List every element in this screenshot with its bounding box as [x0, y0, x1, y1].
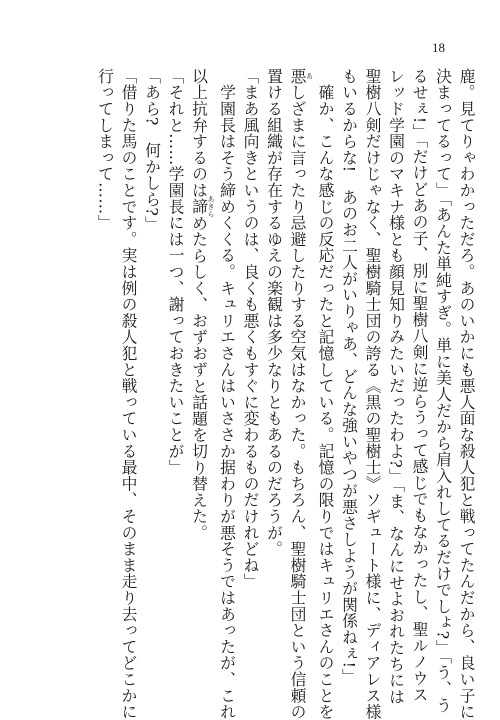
page-number: 18	[432, 40, 445, 55]
text-line: 置ける組織が存在するゆえの楽観は多少なりともあるのだろうが。	[264, 68, 284, 557]
body-text	[93, 68, 478, 720]
ruby-annotation: 諦あきら	[189, 195, 215, 218]
ruby-annotation: 悪あ	[288, 68, 314, 85]
text-line-with-ruby: 以上抗弁するのは諦あきらめたらしく、おずおずと話題を切り替えた。	[189, 68, 215, 541]
text-line-with-ruby	[286, 68, 314, 720]
text-line: もいるからな! あのお二人がいりゃあ、どんな強いやつが悪さしようが関係ねぇ!」	[339, 68, 359, 685]
text-line: 鹿。見てりゃわかっただろ。あのいかにも悪人面な殺人犯と戦ってたんだから、良い子に	[457, 68, 476, 720]
text-line: レッド学園のマキナ様とも顔見知りみたいだったわよ?」「ま、なんにせよおれたちには	[386, 68, 406, 705]
text-line: 「借りた馬のことです。実は例の殺人犯と戦っている最中、そのまま走り去ってどこかに	[119, 68, 138, 720]
text-line: 決まってるって」「あんた単純すぎ。単に美人だから肩入れしてるだけでしょ?」「う、う	[433, 68, 453, 714]
text-line-rest: しざまに言ったり忌避したりする空気はなかった。もちろん、聖樹騎士団という信頼の	[288, 84, 307, 720]
text-line: るせぇ!」「だけどあの子、別に聖樹八剣に逆らうって感じでもなかったし、聖ルノウス	[410, 68, 429, 703]
text-line: 「まあ風向きというのは、良くも悪くもすぐに変わるものだけれどね」	[241, 68, 260, 590]
text-line: 聖樹八剣だけじゃなく、聖樹騎士団の誇る《黒の聖樹士》ソギュート様に、ディアレス様	[363, 68, 382, 720]
text-line: 「あら? 何かしら?」	[142, 68, 162, 233]
text-line: 学園長はそう締めくくる。キュリエさんはいささか据わりが悪そうではあったが、これ	[217, 68, 237, 720]
text-line: 行ってしまって……」	[95, 68, 115, 231]
text-line: 「それと……学園長には一つ、謝っておきたいことが」	[166, 68, 185, 476]
text-line: 確か、こんな感じの反応だったと記憶している。記憶の限りではキュリエさんのことを	[316, 68, 335, 720]
